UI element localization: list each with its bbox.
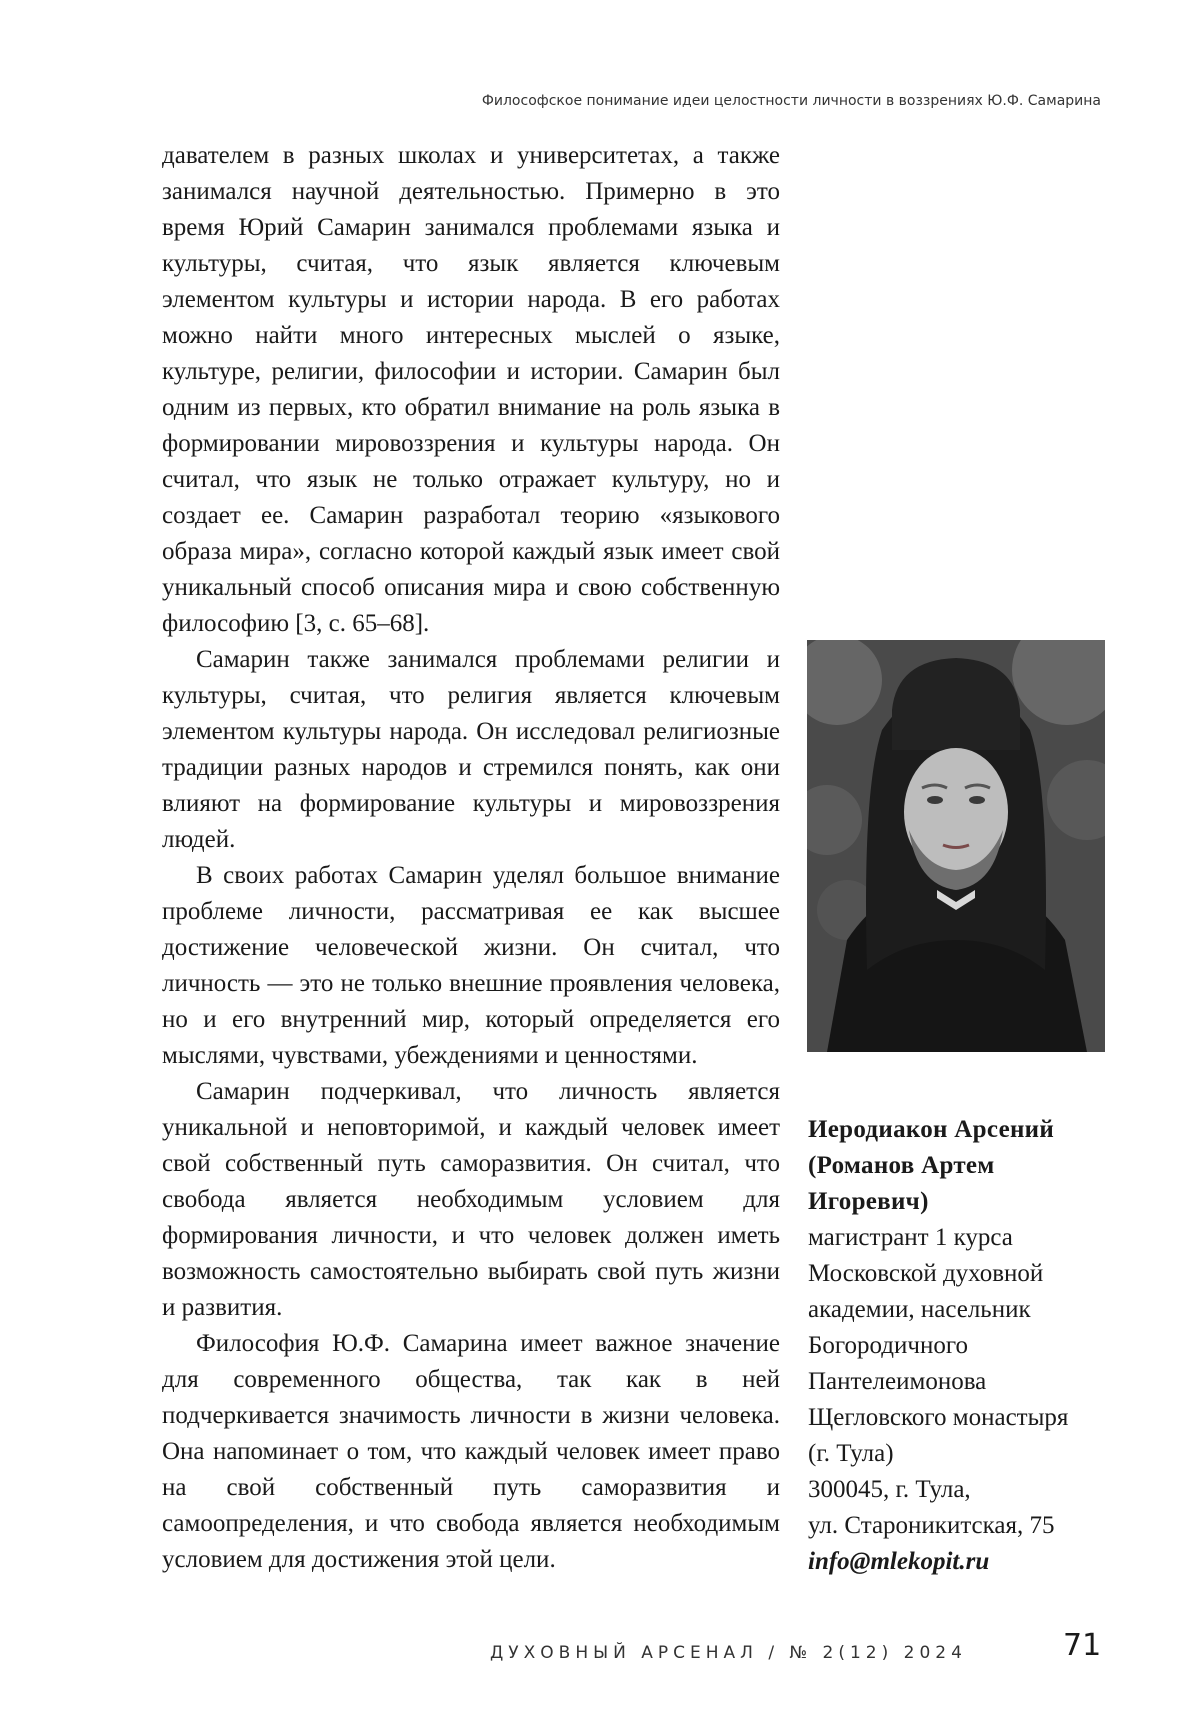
author-name-line: Иеродиакон Арсений <box>808 1116 1055 1143</box>
author-info <box>808 1112 1108 1580</box>
author-affiliation-line: Щегловского монастыря <box>808 1404 1069 1431</box>
author-name-line: (Романов Артем <box>808 1152 995 1179</box>
author-affiliation-line: (г. Тула) <box>808 1440 894 1467</box>
journal-footer: ДУХОВНЫЙ АРСЕНАЛ / № 2(12) 2024 <box>490 1643 967 1663</box>
author-affiliation-line: академии, насельник <box>808 1296 1031 1323</box>
author-email: info@mlekopit.ru <box>808 1548 990 1575</box>
author-affiliation-line: Московской духовной <box>808 1260 1044 1287</box>
author-photo <box>807 640 1105 1052</box>
running-title: Философское понимание идеи целостности личности в воззрениях Ю.Ф. Самарина <box>481 93 1101 109</box>
author-address-line: 300045, г. Тула, <box>808 1476 971 1503</box>
paragraph: Философия Ю.Ф. Самарина имеет важное значение для современного общества, так как в ней подчеркивается значимость личности в жизни человека. Она напоминает о том, что каждый человек имеет право на свой собственный путь саморазвития и самоопределения, и что свобода является необходимым условием для достижения этой цели. <box>162 1330 780 1573</box>
article-body <box>162 138 780 1578</box>
author-affiliation-line: Пантелеимонова <box>808 1368 987 1395</box>
author-address-line: ул. Староникитская, 75 <box>808 1512 1055 1539</box>
author-affiliation-line: магистрант 1 курса <box>808 1224 1013 1251</box>
author-name-line: Игоревич) <box>808 1188 929 1215</box>
paragraph: Самарин подчеркивал, что личность является уникальной и неповторимой, и каждый человек имеет свой собственный путь саморазвития. Он считал, что свобода является необходимым условием для формирования личности, и что человек должен иметь возможность самостоятельно выбирать свой путь жизни и развития. <box>162 1078 780 1321</box>
paragraph: Самарин также занимался проблемами религии и культуры, считая, что религия является ключевым элементом культуры народа. Он исследовал религиозные традиции разных народов и стремился понять, как они влияют на формирование культуры и мировоззрения людей. <box>162 646 780 853</box>
paragraph: В своих работах Самарин уделял большое внимание проблеме личности, рассматривая ее как высшее достижение человеческой жизни. Он считал, что личность — это не только внешние проявления человека, но и его внутренний мир, который определяется его мыслями, чувствами, убеждениями и ценностями. <box>162 862 780 1069</box>
author-affiliation-line: Богородичного <box>808 1332 968 1359</box>
paragraph: давателем в разных школах и университетах, а также занимался научной деятельностью. Примерно в это время Юрий Самарин занимался проблемами языка и культуры, считая, что язык является ключевым элементом культуры и истории народа. В его работах можно найти много интересных мыслей о языке, культуре, религии, философии и истории. Самарин был одним из первых, кто обратил внимание на роль языка в формировании мировоззрения и культуры народа. Он считал, что язык не только отражает культуру, но и создает ее. Самарин разработал теорию «языкового образа мира», согласно которой каждый язык имеет свой уникальный способ описания мира и свою собственную философию [3, с. 65–68]. <box>162 142 780 637</box>
page-number: 71 <box>1063 1628 1102 1663</box>
